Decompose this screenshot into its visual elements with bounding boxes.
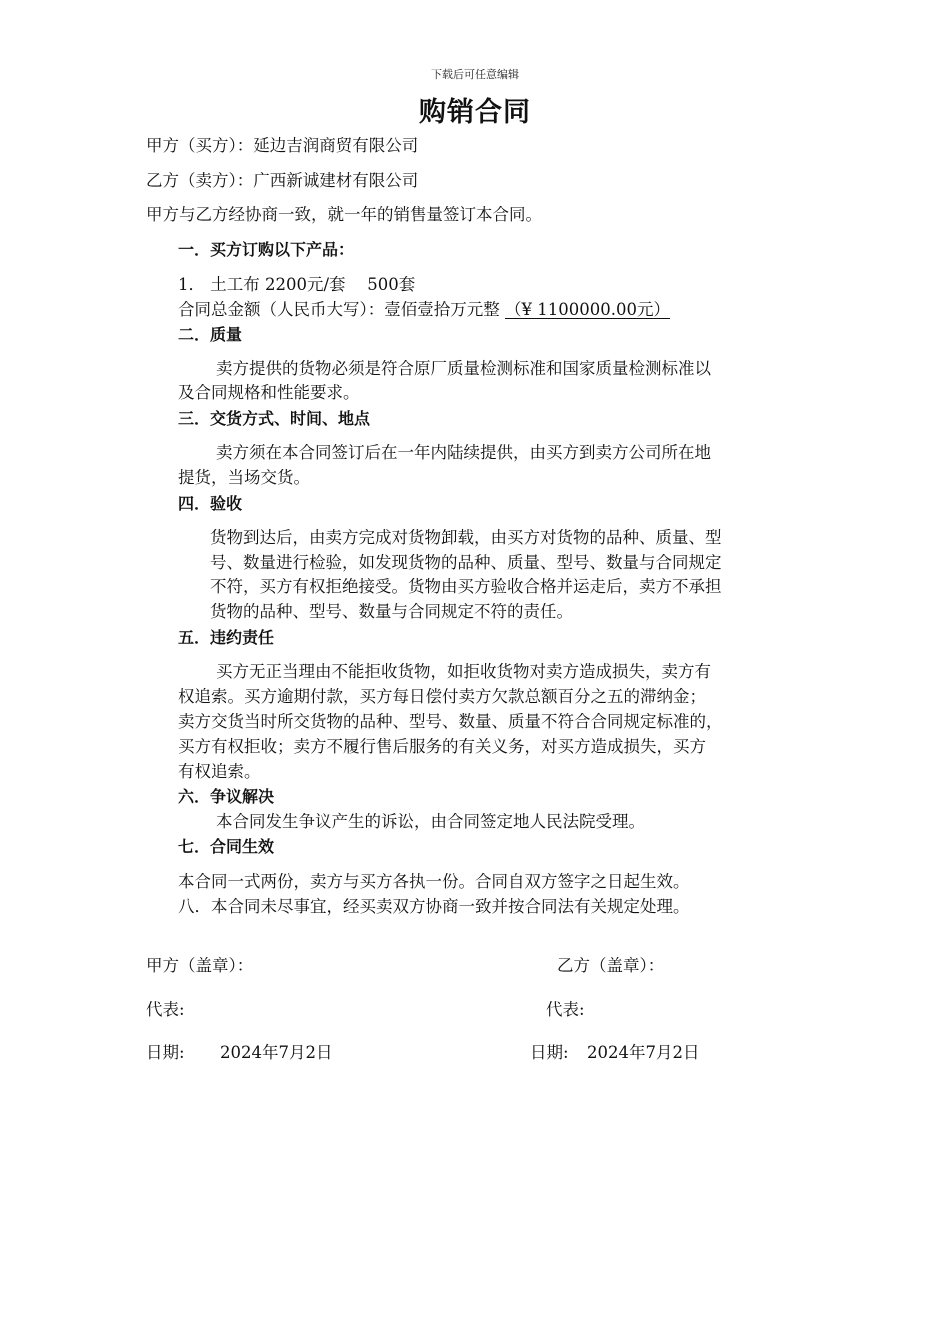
section-3-heading: 三．交货方式、时间、地点 [178,409,371,428]
party-b-seal: 乙方（盖章）： [557,956,665,975]
section-5-line: 有权追索。 [178,762,261,781]
total-amount-value: （¥ 1100000.00元） [505,300,670,319]
party-b-line: 乙方（卖方）：广西新诚建材有限公司 [146,171,419,190]
section-3-line: 卖方须在本合同签订后在一年内陆续提供，由买方到卖方公司所在地 [216,443,711,462]
total-amount-line [178,298,670,322]
product-item: 1． 土工布 2200元/套 500套 [178,275,416,294]
section-5-line: 买方无正当理由不能拒收货物，如拒收货物对卖方造成损失，卖方有 [216,662,711,681]
section-4-heading: 四．验收 [178,494,243,513]
party-b-date-label: 日期: [530,1043,569,1062]
section-5-line: 权追索。买方逾期付款，买方每日偿付卖方欠款总额百分之五的滞纳金； [178,687,706,706]
party-a-seal: 甲方（盖章）： [146,956,254,975]
party-a-representative: 代表: [146,1000,185,1019]
section-5-line: 卖方交货当时所交货物的品种、型号、数量、质量不符合合同规定标准的， [178,712,723,731]
section-4-line: 不符，买方有权拒绝接受。货物由买方验收合格并运走后，卖方不承担 [210,577,722,596]
section-7-text: 本合同一式两份，卖方与买方各执一份。合同自双方签字之日起生效。 [178,872,690,891]
section-4-line: 号、数量进行检验，如发现货物的品种、质量、型号、数量与合同规定 [210,553,722,572]
party-a-date-label: 日期: [146,1043,185,1062]
section-7-heading: 七．合同生效 [178,837,275,856]
section-2-heading: 二．质量 [178,325,243,344]
document-title: 购销合同 [419,97,531,128]
section-5-line: 买方有权拒收；卖方不履行售后服务的有关义务，对买方造成损失，买方 [178,737,706,756]
section-3-line: 提货，当场交货。 [178,468,310,487]
party-a-line: 甲方（买方）：延边吉润商贸有限公司 [146,136,419,155]
section-4-line: 货物的品种、型号、数量与合同规定不符的责任。 [210,602,573,621]
intro-line: 甲方与乙方经协商一致，就一年的销售量签订本合同。 [146,205,542,224]
party-b-date: 2024年7月2日 [587,1043,700,1062]
section-6-text: 本合同发生争议产生的诉讼，由合同签定地人民法院受理。 [216,812,645,831]
section-2-line: 及合同规格和性能要求。 [178,383,360,402]
section-5-heading: 五．违约责任 [178,628,275,647]
section-4-line: 货物到达后，由卖方完成对货物卸载，由买方对货物的品种、质量、型 [210,528,722,547]
section-2-line: 卖方提供的货物必须是符合原厂质量检测标准和国家质量检测标准以 [216,359,711,378]
party-a-date: 2024年7月2日 [220,1043,333,1062]
party-b-representative: 代表: [546,1000,585,1019]
section-8-text: 八．本合同未尽事宜，经买卖双方协商一致并按合同法有关规定处理。 [178,897,690,916]
section-6-heading: 六．争议解决 [178,787,275,806]
total-amount-label: 合同总金额（人民币大写）：壹佰壹拾万元整 [178,300,505,319]
section-1-heading: 一．买方订购以下产品： [178,240,355,259]
header-note: 下载后可任意编辑 [431,68,519,81]
